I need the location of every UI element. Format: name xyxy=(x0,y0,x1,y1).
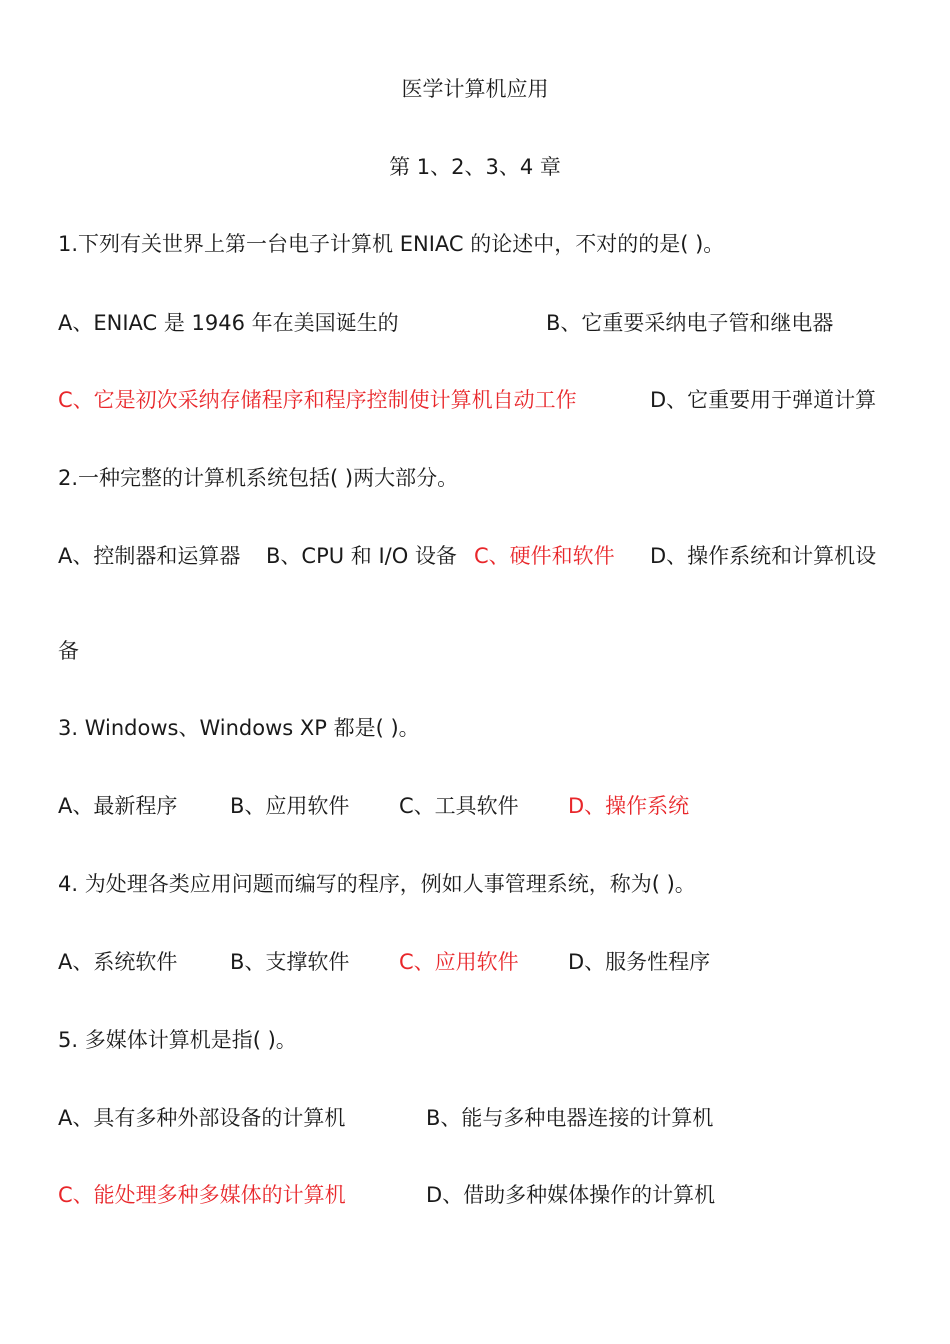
question-4-option-a: A、系统软件 xyxy=(58,950,178,974)
question-2-option-b: B、CPU 和 I/O 设备 xyxy=(266,544,457,568)
question-1-stem: 1.下列有关世界上第一台电子计算机 ENIAC 的论述中，不对的的是( )。 xyxy=(58,232,725,256)
question-5-option-a: A、具有多种外部设备的计算机 xyxy=(58,1106,346,1130)
question-3-option-a: A、最新程序 xyxy=(58,794,178,818)
question-3-option-c: C、工具软件 xyxy=(399,794,519,818)
question-3-option-d-answer: D、操作系统 xyxy=(568,794,690,818)
question-5-option-d: D、借助多种媒体操作的计算机 xyxy=(426,1183,716,1207)
question-2-stem: 2.一种完整的计算机系统包括( )两大部分。 xyxy=(58,466,459,490)
question-1-option-d: D、它重要用于弹道计算 xyxy=(650,388,877,412)
question-4-stem: 4. 为处理各类应用问题而编写的程序，例如人事管理系统，称为( )。 xyxy=(58,872,696,896)
question-2-option-a: A、控制器和运算器 xyxy=(58,544,241,568)
question-2-option-c-answer: C、硬件和软件 xyxy=(474,544,615,568)
question-3-stem: 3. Windows、Windows XP 都是( )。 xyxy=(58,716,420,740)
page-title: 医学计算机应用 xyxy=(401,77,549,101)
question-1-option-b: B、它重要采纳电子管和继电器 xyxy=(546,311,834,335)
question-4-option-c-answer: C、应用软件 xyxy=(399,950,519,974)
question-5-stem: 5. 多媒体计算机是指( )。 xyxy=(58,1028,297,1052)
question-3-option-b: B、应用软件 xyxy=(230,794,350,818)
question-4-option-b: B、支撑软件 xyxy=(230,950,350,974)
question-2-option-d: D、操作系统和计算机设 xyxy=(650,544,877,568)
question-4-option-d: D、服务性程序 xyxy=(568,950,711,974)
chapter-subtitle: 第 1、2、3、4 章 xyxy=(389,155,561,179)
question-5-option-b: B、能与多种电器连接的计算机 xyxy=(426,1106,714,1130)
question-1-option-a: A、ENIAC 是 1946 年在美国诞生的 xyxy=(58,311,399,335)
question-5-option-c-answer: C、能处理多种多媒体的计算机 xyxy=(58,1183,346,1207)
question-1-option-c-answer: C、它是初次采纳存储程序和程序控制使计算机自动工作 xyxy=(58,388,577,412)
question-2-option-d-wrap: 备 xyxy=(58,639,79,663)
